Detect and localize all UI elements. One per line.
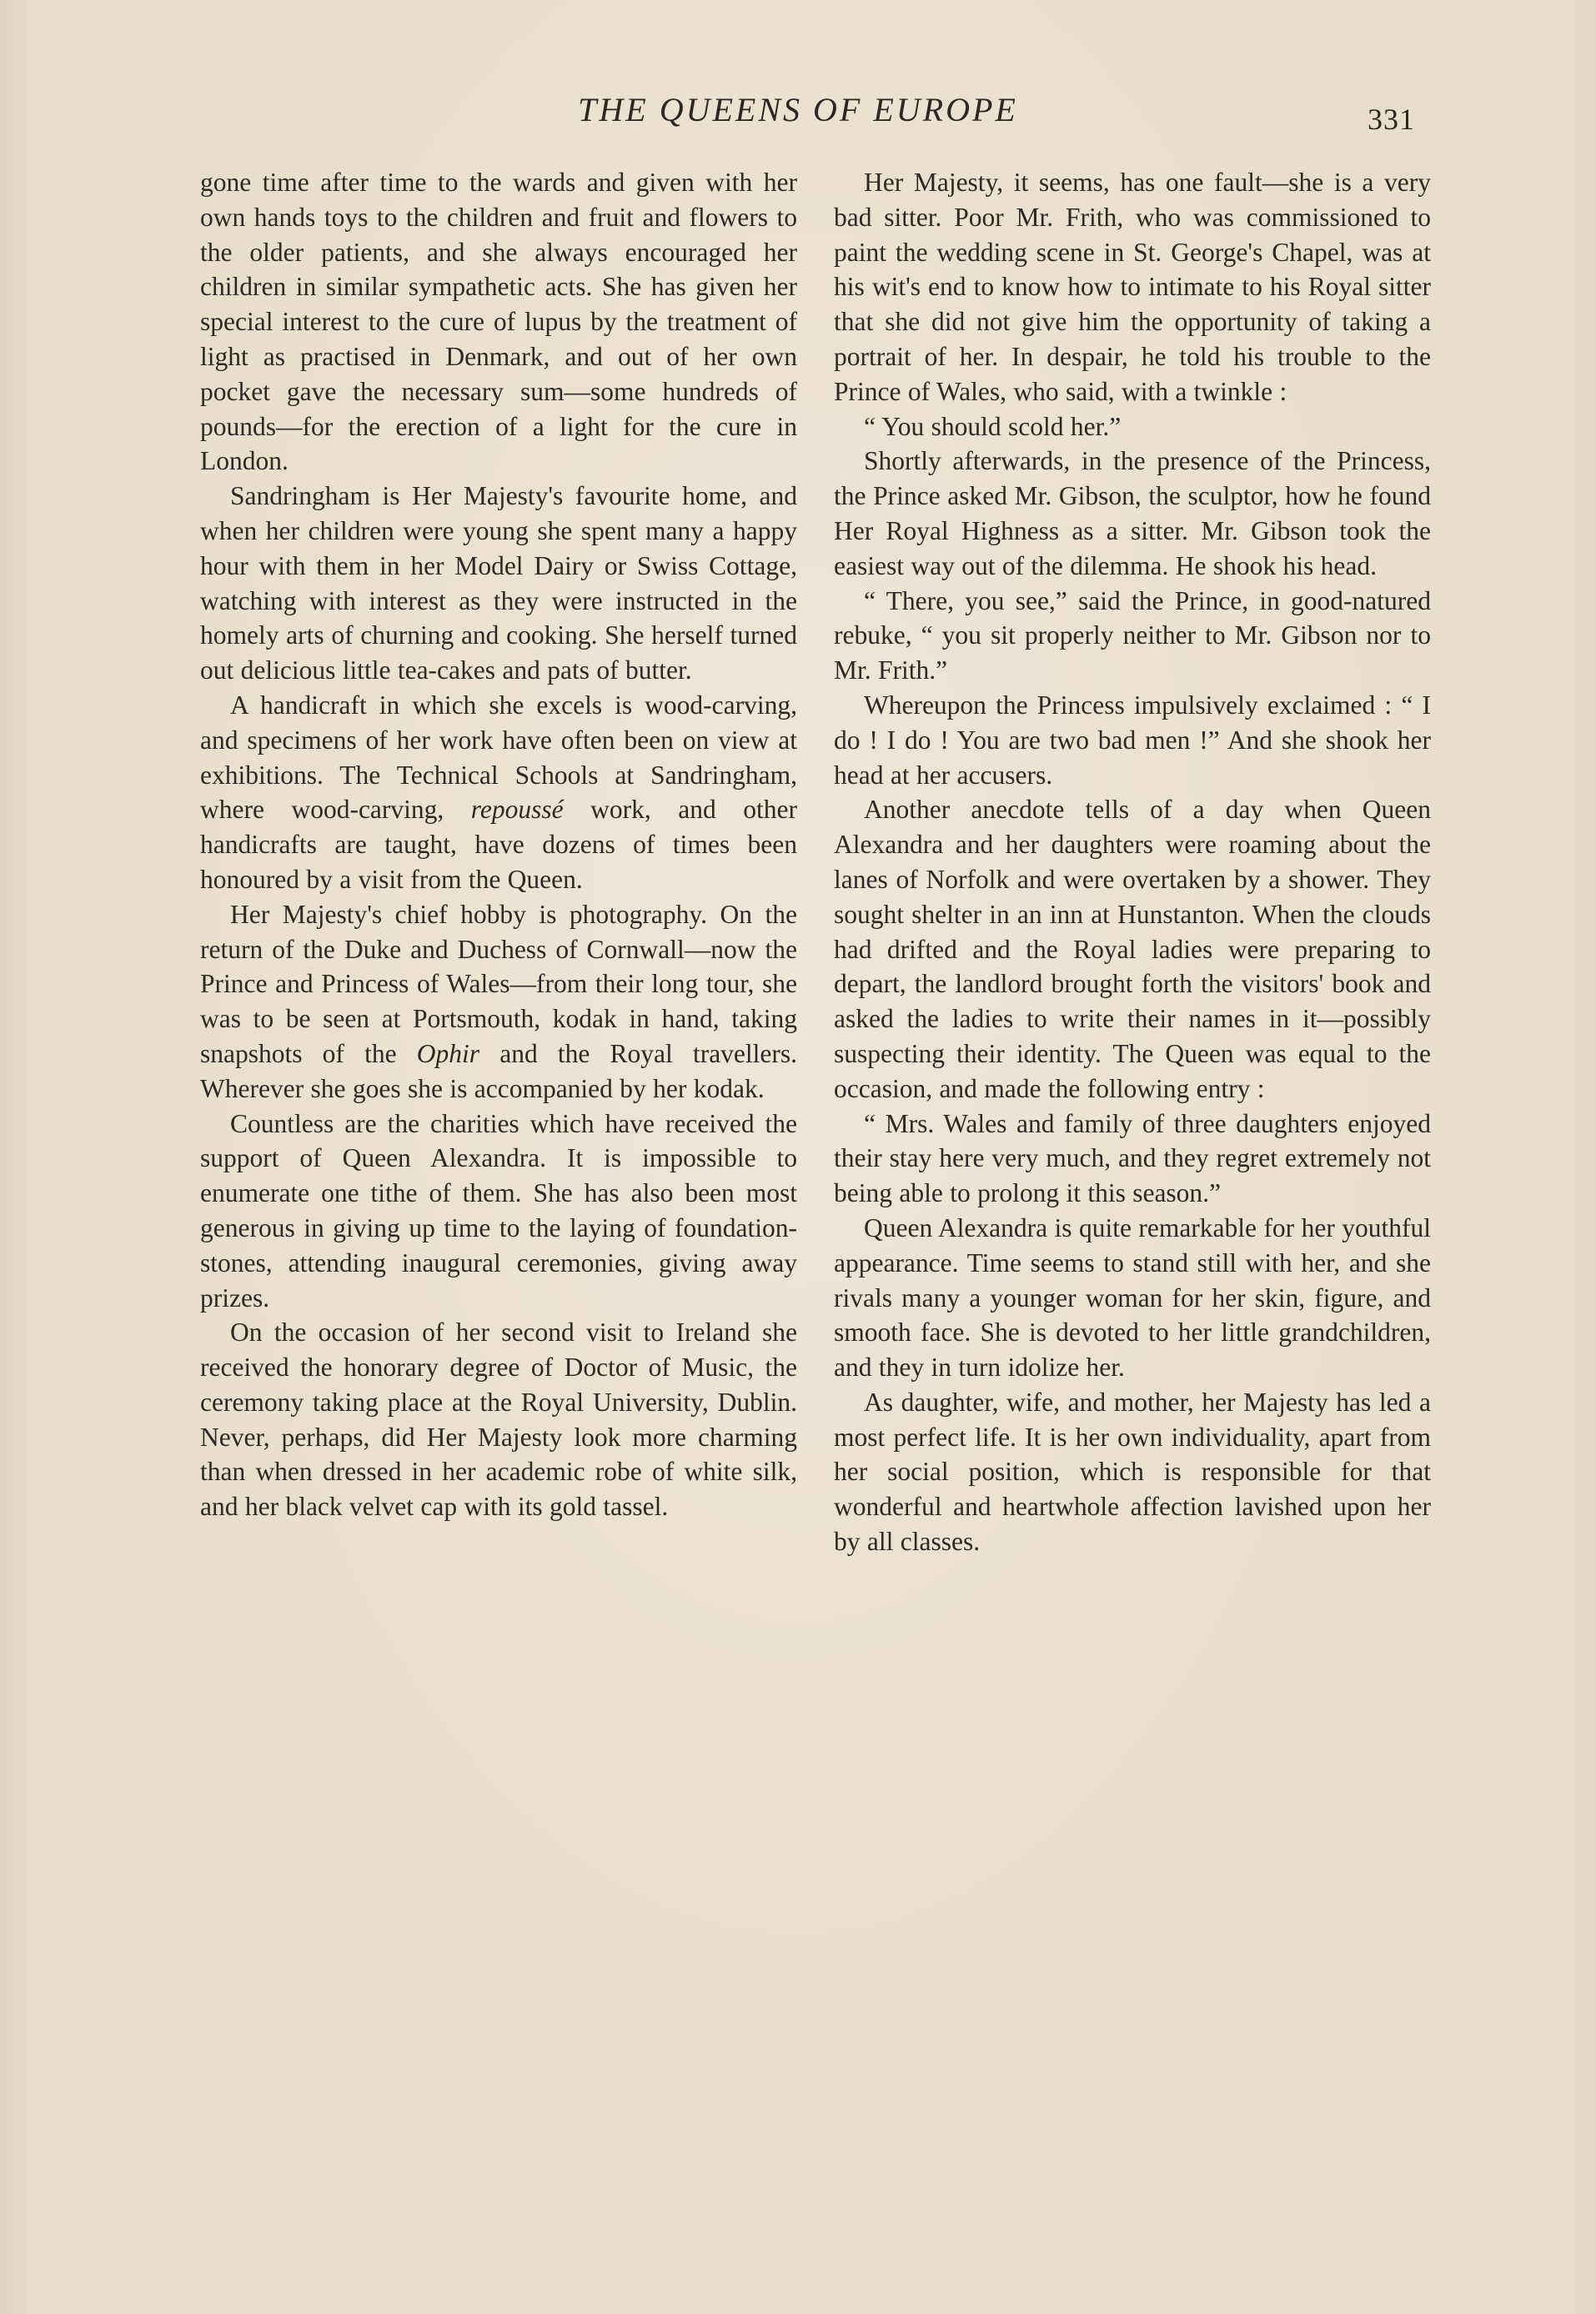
page-number: 331 <box>1368 103 1415 136</box>
paragraph: As daughter, wife, and mother, her Majesty has led a most perfect life. It is her own individuality, apart from her social position, which is responsible for that wonderful and heartwhole affection lavished upon her by all classes. <box>834 1387 1431 1557</box>
paragraph: Countless are the charities which have received the support of Queen Alexandra. It is impossible to enumerate one tithe of them. She has also been most generous in giving up time to the laying of foundation-stones, attending inaugural ceremonies, giving away prizes. <box>200 1108 797 1313</box>
text-run: and the Royal travellers. Wherever she goes she is accompanied by her kodak. <box>200 1038 798 1103</box>
left-column <box>200 165 797 1524</box>
italic-term: repoussé <box>470 795 564 825</box>
paragraph: Queen Alexandra is quite remarkable for her youthful appearance. Time seems to stand still with her, and she rivals many a younger woman for her skin, figure, and smooth face. She is devoted to her little grandchildren, and they in turn idolize her. <box>834 1212 1431 1383</box>
paragraph: Whereupon the Princess impulsively exclaimed : “ I do ! I do ! You are two bad men !” And she shook her head at her accusers. <box>834 690 1431 790</box>
right-column <box>834 165 1431 1559</box>
paragraph: “ You should scold her.” <box>864 411 1122 441</box>
text-run: Her Majesty's chief hobby is photography. On the return of the Duke and Duchess of Cornwall—now the Prince and Princess of Wales—from their long tour, she was to be seen at Portsmouth, kodak in hand, taking snapshots of the <box>200 899 797 1068</box>
paragraph <box>200 897 797 1107</box>
paragraph: Sandringham is Her Majesty's favourite home, and when her children were young she spent many a happy hour with them in her Model Dairy or Swiss Cottage, watching with interest as they were instructed in the homely arts of churning and cooking. She herself turned out delicious little tea-cakes and pats of butter. <box>200 481 797 685</box>
text-run: work, and other handicrafts are taught, have dozens of times been honoured by a visit from the Queen. <box>200 795 797 894</box>
paragraph: “ There, you see,” said the Prince, in good-natured rebuke, “ you sit properly neither to Mr. Gibson nor to Mr. Frith.” <box>834 585 1431 685</box>
running-head: THE QUEENS OF EUROPE <box>578 91 1018 128</box>
paragraph: gone time after time to the wards and given with her own hands toys to the children and fruit and flowers to the older patients, and she always encouraged her children in similar sympathetic acts. She has given her special interest to the cure of lupus by the treatment of light as practised in Denmark, and out of her own pocket gave the necessary sum—some hundreds of pounds—for the erection of a light for the cure in London. <box>200 168 797 476</box>
ship-name: Ophir <box>416 1038 480 1068</box>
paragraph <box>200 688 797 897</box>
text-run: A handicraft in which she excels is wood-carving, and specimens of her work have often been on view at exhibitions. The Technical Schools at Sandringham, where wood-carving, <box>200 690 797 825</box>
paragraph: Her Majesty, it seems, has one fault—she is a very bad sitter. Poor Mr. Frith, who was commissioned to paint the wedding scene in St. George's Chapel, was at his wit's end to know how to intimate to his Royal sitter that she did not give him the opportunity of taking a portrait of her. In despair, he told his trouble to the Prince of Wales, who said, with a twinkle : <box>834 168 1431 406</box>
paragraph: On the occasion of her second visit to Ireland she received the honorary degree of Doctor of Music, the ceremony taking place at the Royal University, Dublin. Never, perhaps, did Her Majesty look more charming than when dressed in her academic robe of white silk, and her black velvet cap with its gold tassel. <box>200 1318 797 1522</box>
paragraph: Shortly afterwards, in the presence of the Princess, the Prince asked Mr. Gibson, the sculptor, how he found Her Royal Highness as a sitter. Mr. Gibson took the easiest way out of the dilemma. He shook his head. <box>834 446 1431 580</box>
paragraph: “ Mrs. Wales and family of three daughters enjoyed their stay here very much, and they regret extremely not being able to prolong it this season.” <box>834 1108 1431 1208</box>
paragraph: Another anecdote tells of a day when Queen Alexandra and her daughters were roaming about the lanes of Norfolk and were overtaken by a shower. They sought shelter in an inn at Hunstanton. When the clouds had drifted and the Royal ladies were preparing to depart, the landlord brought forth the visitors' book and asked the ladies to write their names in it—possibly suspecting their identity. The Queen was equal to the occasion, and made the following entry : <box>834 795 1431 1103</box>
